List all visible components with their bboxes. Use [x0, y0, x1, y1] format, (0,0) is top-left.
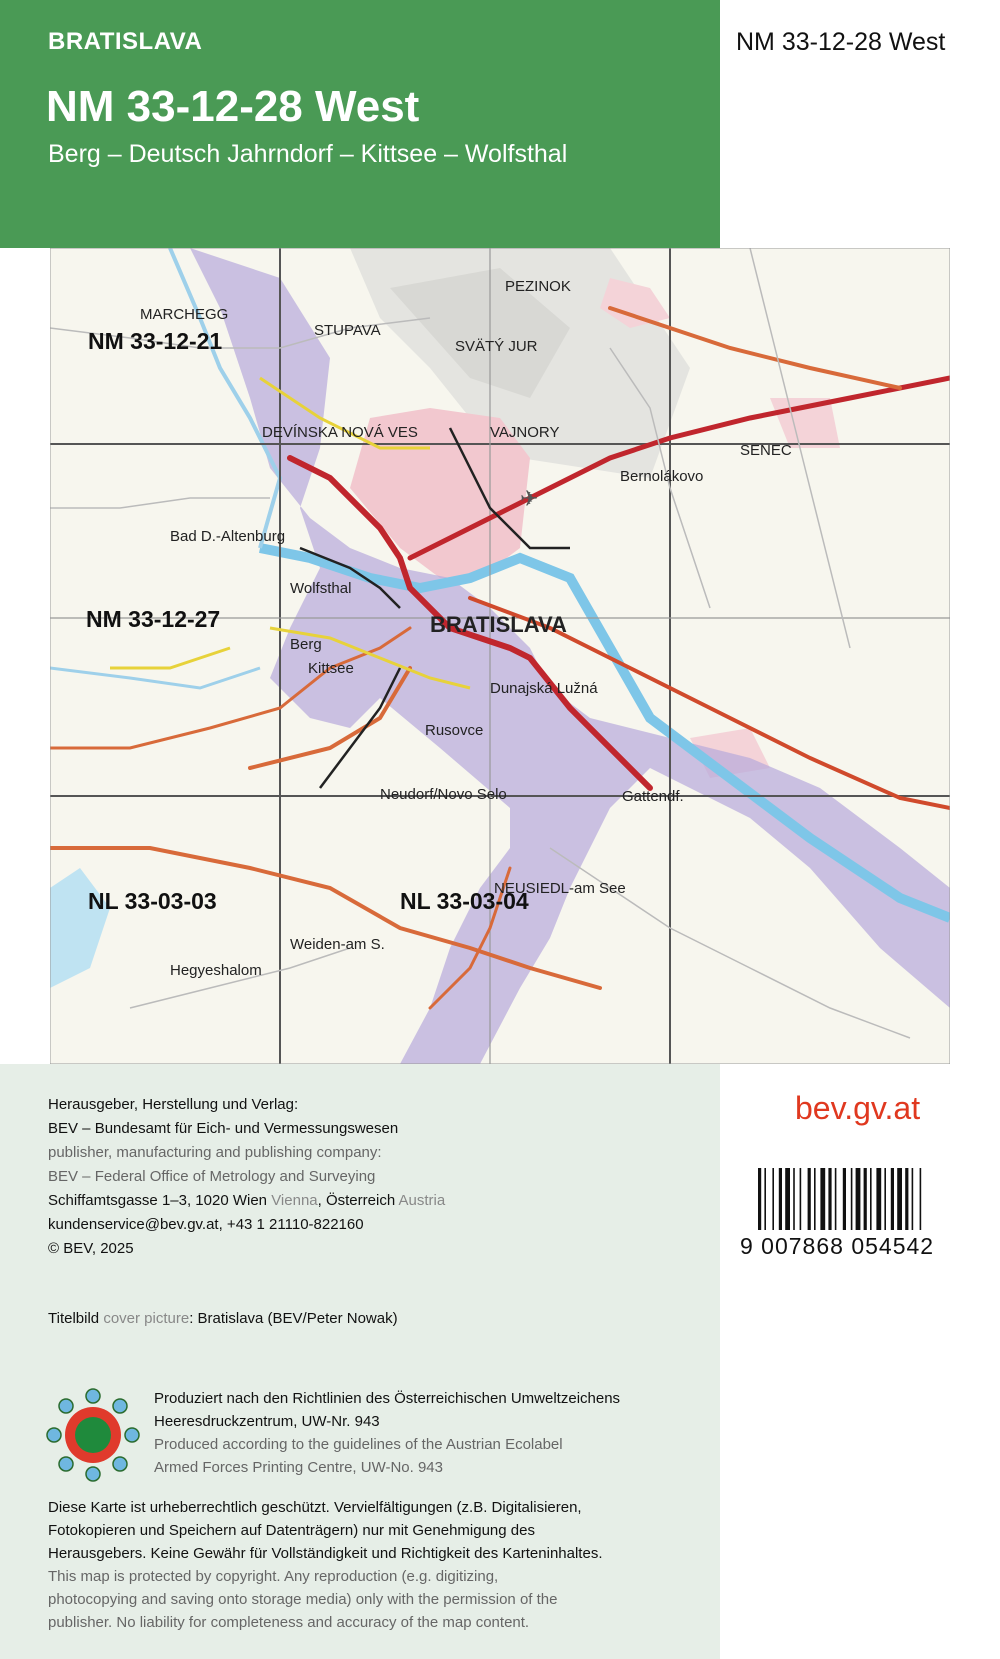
- copyright-line: © BEV, 2025: [48, 1240, 134, 1257]
- barcode-bar: [870, 1168, 872, 1230]
- publisher-name: BEV – Bundesamt für Eich- und Vermessungswesen: [48, 1120, 399, 1137]
- legal-de-line: Diese Karte ist urheberrechtlich geschützt. Vervielfältigungen (z.B. Digitalisieren,: [48, 1499, 582, 1516]
- sheet-label: NL 33-03-04: [400, 888, 529, 914]
- barcode-bar: [814, 1168, 816, 1230]
- barcode-bar: [876, 1168, 881, 1230]
- legal-de-line: Herausgebers. Keine Gewähr für Vollständigkeit und Richtigkeit des Karteninhaltes.: [48, 1545, 603, 1562]
- barcode-bar: [912, 1168, 914, 1230]
- eco-text-de-2: Heeresdruckzentrum, UW-Nr. 943: [154, 1413, 380, 1430]
- website-link[interactable]: bev.gv.at: [795, 1090, 921, 1126]
- place-label: Gattendf.: [622, 788, 684, 805]
- publisher-heading-en: publisher, manufacturing and publishing company:: [48, 1144, 382, 1161]
- map-sheet-subtitle: Berg – Deutsch Jahrndorf – Kittsee – Wolfsthal: [48, 140, 568, 168]
- barcode-bar: [835, 1168, 837, 1230]
- place-label: Weiden-am S.: [290, 936, 385, 953]
- sheet-label: NM 33-12-27: [86, 606, 221, 632]
- place-label: SENEC: [740, 442, 792, 459]
- place-label: MARCHEGG: [140, 306, 229, 323]
- sheet-id-label: NM 33-12-28 West: [736, 28, 946, 56]
- place-label: SVÄTÝ JUR: [455, 338, 538, 355]
- barcode-bar: [793, 1168, 795, 1230]
- barcode-bar: [800, 1168, 802, 1230]
- legal-en-line: photocopying and saving onto storage media) only with the permission of the: [48, 1591, 558, 1608]
- publisher-address: [48, 1192, 445, 1209]
- barcode-bar: [920, 1168, 922, 1230]
- barcode-bar: [820, 1168, 825, 1230]
- cover-label-de: Titelbild: [48, 1310, 100, 1327]
- barcode-bar: [785, 1168, 790, 1230]
- barcode-bar: [864, 1168, 867, 1230]
- cover-label-en: cover picture: [103, 1310, 190, 1327]
- barcode-number: 9 007868 054542: [740, 1233, 935, 1259]
- barcode-bar: [884, 1168, 886, 1230]
- cover-picture-credit: [48, 1310, 398, 1327]
- barcode-bar: [772, 1168, 774, 1230]
- address-de: Schiffamtsgasse 1–3, 1020 Wien: [48, 1192, 268, 1209]
- place-label: DEVÍNSKA NOVÁ VES: [262, 424, 418, 441]
- barcode-bar: [843, 1168, 846, 1230]
- place-label: Wolfsthal: [290, 580, 352, 597]
- barcode-bar: [808, 1168, 811, 1230]
- barcode: [758, 1168, 948, 1230]
- address-austria: Austria: [398, 1192, 446, 1209]
- legal-text-en: [48, 1565, 557, 1634]
- address-country: , Österreich: [317, 1192, 396, 1209]
- place-label: Dunajská Lužná: [490, 680, 598, 697]
- barcode-bar: [905, 1168, 908, 1230]
- ecolabel-logo: [46, 1388, 140, 1482]
- eco-text-en-2: Armed Forces Printing Centre, UW-No. 943: [154, 1459, 443, 1476]
- place-label: Kittsee: [308, 660, 354, 677]
- publisher-name-en: BEV – Federal Office of Metrology and Surveying: [48, 1168, 376, 1185]
- place-label: PEZINOK: [505, 278, 571, 295]
- cover-value: : Bratislava (BEV/Peter Nowak): [189, 1310, 398, 1327]
- place-label: Rusovce: [425, 722, 484, 739]
- publisher-contact[interactable]: kundenservice@bev.gv.at, +43 1 21110-822160: [48, 1216, 364, 1233]
- place-label: Berg: [290, 636, 322, 653]
- map-sheet-title: NM 33-12-28 West: [46, 82, 420, 131]
- barcode-bar: [758, 1168, 761, 1230]
- overview-map: [50, 248, 950, 1064]
- place-label: STUPAVA: [314, 322, 381, 339]
- eco-text-en-1: Produced according to the guidelines of the Austrian Ecolabel: [154, 1436, 563, 1453]
- address-vienna: Vienna: [271, 1192, 318, 1209]
- barcode-bar: [764, 1168, 766, 1230]
- sheet-label: NM 33-12-21: [88, 328, 223, 354]
- city-label: BRATISLAVA: [430, 612, 567, 637]
- eco-text-de-1: Produziert nach den Richtlinien des Österreichischen Umweltzeichens: [154, 1390, 621, 1407]
- place-label: Hegyeshalom: [170, 962, 262, 979]
- place-label: NEUSIEDL-am See: [494, 880, 626, 897]
- barcode-bar: [779, 1168, 782, 1230]
- map-graphic: [50, 248, 950, 1064]
- barcode-bar: [828, 1168, 831, 1230]
- cover-header: [0, 0, 720, 248]
- airport-icon: ✈: [520, 487, 539, 512]
- place-label: Neudorf/Novo Selo: [380, 786, 507, 803]
- publisher-heading: Herausgeber, Herstellung und Verlag:: [48, 1096, 299, 1113]
- legal-en-line: publisher. No liability for completeness and accuracy of the map content.: [48, 1614, 530, 1631]
- barcode-bar: [856, 1168, 861, 1230]
- region-name: BRATISLAVA: [48, 28, 203, 55]
- barcode-bar: [897, 1168, 902, 1230]
- place-label: Bad D.-Altenburg: [170, 528, 286, 545]
- legal-en-line: This map is protected by copyright. Any reproduction (e.g. digitizing,: [48, 1568, 499, 1585]
- place-label: VAJNORY: [490, 424, 560, 441]
- sheet-label: NL 33-03-03: [88, 888, 217, 914]
- legal-text-de: [48, 1496, 602, 1565]
- barcode-bar: [851, 1168, 853, 1230]
- place-label: Bernolákovo: [620, 468, 704, 485]
- legal-de-line: Fotokopieren und Speichern auf Datenträgern) nur mit Genehmigung des: [48, 1522, 535, 1539]
- barcode-bar: [891, 1168, 894, 1230]
